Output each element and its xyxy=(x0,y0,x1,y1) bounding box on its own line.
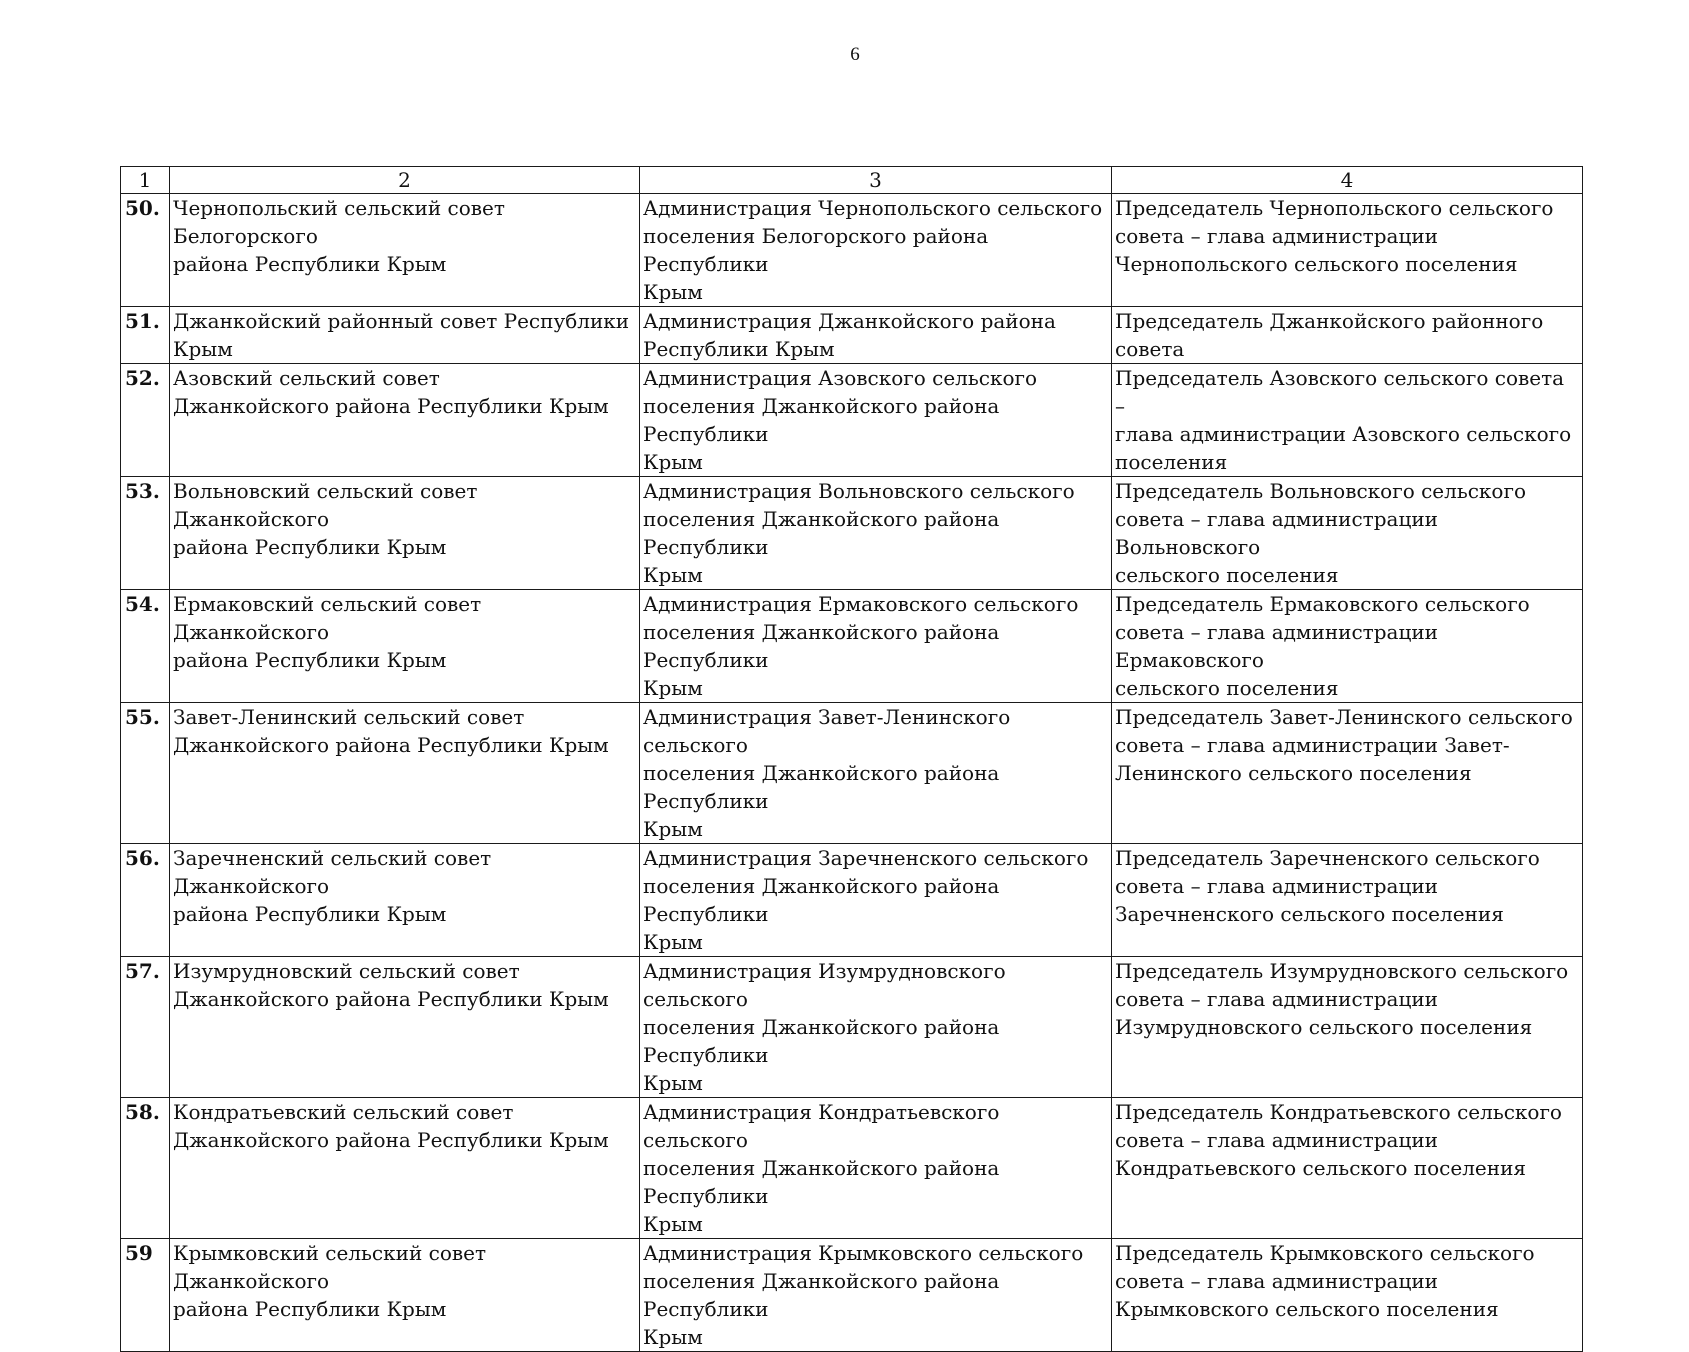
head-line: совета – глава администрации xyxy=(1115,874,1438,898)
head-line: поселения xyxy=(1115,450,1228,474)
row-number: 51. xyxy=(121,307,170,364)
row-number: 55. xyxy=(121,703,170,844)
head-line: Председатель Изумрудновского сельского xyxy=(1115,959,1569,983)
cell-administration xyxy=(640,477,1112,590)
council-line: района Республики Крым xyxy=(173,252,447,276)
council-line: Джанкойского района Республики Крым xyxy=(173,394,609,418)
table-row xyxy=(121,194,1583,307)
row-number: 56. xyxy=(121,844,170,957)
header-row xyxy=(121,167,1583,194)
head-line: Председатель Заречненского сельского xyxy=(1115,846,1540,870)
table-row xyxy=(121,703,1583,844)
cell-administration xyxy=(640,703,1112,844)
council-line: района Республики Крым xyxy=(173,1297,447,1321)
cell-administration xyxy=(640,844,1112,957)
cell-council xyxy=(170,364,640,477)
council-line: Завет-Ленинский сельский совет xyxy=(173,705,525,729)
council-line: района Республики Крым xyxy=(173,535,447,559)
council-line: района Республики Крым xyxy=(173,902,447,926)
cell-council xyxy=(170,1098,640,1239)
administration-line: Администрация Изумрудновского сельского xyxy=(643,959,1006,1011)
cell-head xyxy=(1112,194,1583,307)
head-line: Председатель Завет-Ленинского сельского xyxy=(1115,705,1573,729)
head-line: совета – глава администрации xyxy=(1115,224,1438,248)
head-line: совета – глава администрации Вольновского xyxy=(1115,507,1438,559)
table-row xyxy=(121,1098,1583,1239)
administration-line: поселения Джанкойского района Республики xyxy=(643,620,1000,672)
administration-line: Крым xyxy=(643,817,703,841)
administration-line: Администрация Вольновского сельского xyxy=(643,479,1075,503)
row-number: 53. xyxy=(121,477,170,590)
head-line: Председатель Крымковского сельского xyxy=(1115,1241,1535,1265)
table-row xyxy=(121,477,1583,590)
administration-line: поселения Джанкойского района Республики xyxy=(643,874,1000,926)
table-body xyxy=(121,194,1583,1352)
head-line: совета – глава администрации xyxy=(1115,987,1438,1011)
head-line: Председатель Азовского сельского совета – xyxy=(1115,366,1565,418)
row-number: 50. xyxy=(121,194,170,307)
council-line: Ермаковский сельский совет Джанкойского xyxy=(173,592,482,644)
cell-council xyxy=(170,703,640,844)
council-line: Джанкойский районный совет Республики xyxy=(173,309,630,333)
cell-administration xyxy=(640,364,1112,477)
page-number: 6 xyxy=(850,44,860,65)
administration-line: Крым xyxy=(643,1325,703,1349)
row-number: 59 xyxy=(121,1239,170,1352)
administration-line: поселения Джанкойского района Республики xyxy=(643,1269,1000,1321)
administration-line: поселения Джанкойского района Республики xyxy=(643,761,1000,813)
council-line: района Республики Крым xyxy=(173,648,447,672)
table-row xyxy=(121,590,1583,703)
administration-line: Крым xyxy=(643,450,703,474)
cell-administration xyxy=(640,957,1112,1098)
council-line: Джанкойского района Республики Крым xyxy=(173,1128,609,1152)
cell-council xyxy=(170,590,640,703)
administration-line: Администрация Кондратьевского сельского xyxy=(643,1100,1000,1152)
table-row xyxy=(121,364,1583,477)
cell-head xyxy=(1112,590,1583,703)
header-cell-3: 3 xyxy=(640,167,1112,194)
head-line: Председатель Чернопольского сельского xyxy=(1115,196,1554,220)
head-line: Чернопольского сельского поселения xyxy=(1115,252,1518,276)
council-line: Крымковский сельский совет Джанкойского xyxy=(173,1241,487,1293)
cell-council xyxy=(170,844,640,957)
administration-line: Крым xyxy=(643,676,703,700)
administration-line: Администрация Завет-Ленинского сельского xyxy=(643,705,1011,757)
administration-line: поселения Джанкойского района Республики xyxy=(643,1015,1000,1067)
administration-line: поселения Джанкойского района Республики xyxy=(643,507,1000,559)
head-line: Ленинского сельского поселения xyxy=(1115,761,1472,785)
administration-line: Администрация Крымковского сельского xyxy=(643,1241,1084,1265)
administration-line: Администрация Азовского сельского xyxy=(643,366,1038,390)
council-line: Кондратьевский сельский совет xyxy=(173,1100,514,1124)
table-row xyxy=(121,1239,1583,1352)
head-line: Председатель Ермаковского сельского xyxy=(1115,592,1530,616)
cell-head xyxy=(1112,1098,1583,1239)
head-line: глава администрации Азовского сельского xyxy=(1115,422,1572,446)
header-cell-4: 4 xyxy=(1112,167,1583,194)
administration-line: Администрация Ермаковского сельского xyxy=(643,592,1079,616)
cell-head xyxy=(1112,477,1583,590)
head-line: совета – глава администрации xyxy=(1115,1269,1438,1293)
council-line: Джанкойского района Республики Крым xyxy=(173,733,609,757)
cell-administration xyxy=(640,194,1112,307)
head-line: совета – глава администрации xyxy=(1115,1128,1438,1152)
head-line: Председатель Кондратьевского сельского xyxy=(1115,1100,1562,1124)
administration-line: поселения Белогорского района Республики xyxy=(643,224,989,276)
administration-line: Крым xyxy=(643,1212,703,1236)
administration-line: Администрация Заречненского сельского xyxy=(643,846,1089,870)
head-line: Крымковского сельского поселения xyxy=(1115,1297,1499,1321)
table-row xyxy=(121,844,1583,957)
cell-head xyxy=(1112,957,1583,1098)
cell-head xyxy=(1112,307,1583,364)
cell-council xyxy=(170,1239,640,1352)
administration-line: Крым xyxy=(643,280,703,304)
council-line: Чернопольский сельский совет Белогорского xyxy=(173,196,505,248)
table-row xyxy=(121,957,1583,1098)
council-line: Азовский сельский совет xyxy=(173,366,440,390)
administration-line: Республики Крым xyxy=(643,337,835,361)
cell-administration xyxy=(640,1098,1112,1239)
cell-council xyxy=(170,957,640,1098)
cell-head xyxy=(1112,844,1583,957)
head-line: сельского поселения xyxy=(1115,563,1339,587)
administration-line: Администрация Чернопольского сельского xyxy=(643,196,1103,220)
administration-line: поселения Джанкойского района Республики xyxy=(643,1156,1000,1208)
administration-line: Крым xyxy=(643,930,703,954)
head-line: Председатель Вольновского сельского xyxy=(1115,479,1526,503)
cell-council xyxy=(170,307,640,364)
cell-head xyxy=(1112,364,1583,477)
table-row xyxy=(121,307,1583,364)
row-number: 58. xyxy=(121,1098,170,1239)
administration-line: Крым xyxy=(643,563,703,587)
head-line: Кондратьевского сельского поселения xyxy=(1115,1156,1527,1180)
administration-line: поселения Джанкойского района Республики xyxy=(643,394,1000,446)
head-line: Председатель Джанкойского районного xyxy=(1115,309,1544,333)
cell-council xyxy=(170,194,640,307)
council-line: Изумрудновский сельский совет xyxy=(173,959,520,983)
header-cell-2: 2 xyxy=(170,167,640,194)
row-number: 52. xyxy=(121,364,170,477)
council-line: Вольновский сельский совет Джанкойского xyxy=(173,479,478,531)
administration-line: Крым xyxy=(643,1071,703,1095)
table-header xyxy=(121,167,1583,194)
head-line: совета xyxy=(1115,337,1185,361)
cell-head xyxy=(1112,1239,1583,1352)
cell-council xyxy=(170,477,640,590)
council-line: Крым xyxy=(173,337,233,361)
head-line: Заречненского сельского поселения xyxy=(1115,902,1504,926)
cell-administration xyxy=(640,1239,1112,1352)
row-number: 54. xyxy=(121,590,170,703)
cell-head xyxy=(1112,703,1583,844)
council-line: Джанкойского района Республики Крым xyxy=(173,987,609,1011)
head-line: совета – глава администрации Ермаковского xyxy=(1115,620,1438,672)
head-line: сельского поселения xyxy=(1115,676,1339,700)
head-line: совета – глава администрации Завет- xyxy=(1115,733,1510,757)
council-line: Заречненский сельский совет Джанкойского xyxy=(173,846,492,898)
head-line: Изумрудновского сельского поселения xyxy=(1115,1015,1533,1039)
header-cell-1: 1 xyxy=(121,167,170,194)
row-number: 57. xyxy=(121,957,170,1098)
cell-administration xyxy=(640,307,1112,364)
administration-line: Администрация Джанкойского района xyxy=(643,309,1056,333)
document-table xyxy=(120,166,1583,1352)
cell-administration xyxy=(640,590,1112,703)
